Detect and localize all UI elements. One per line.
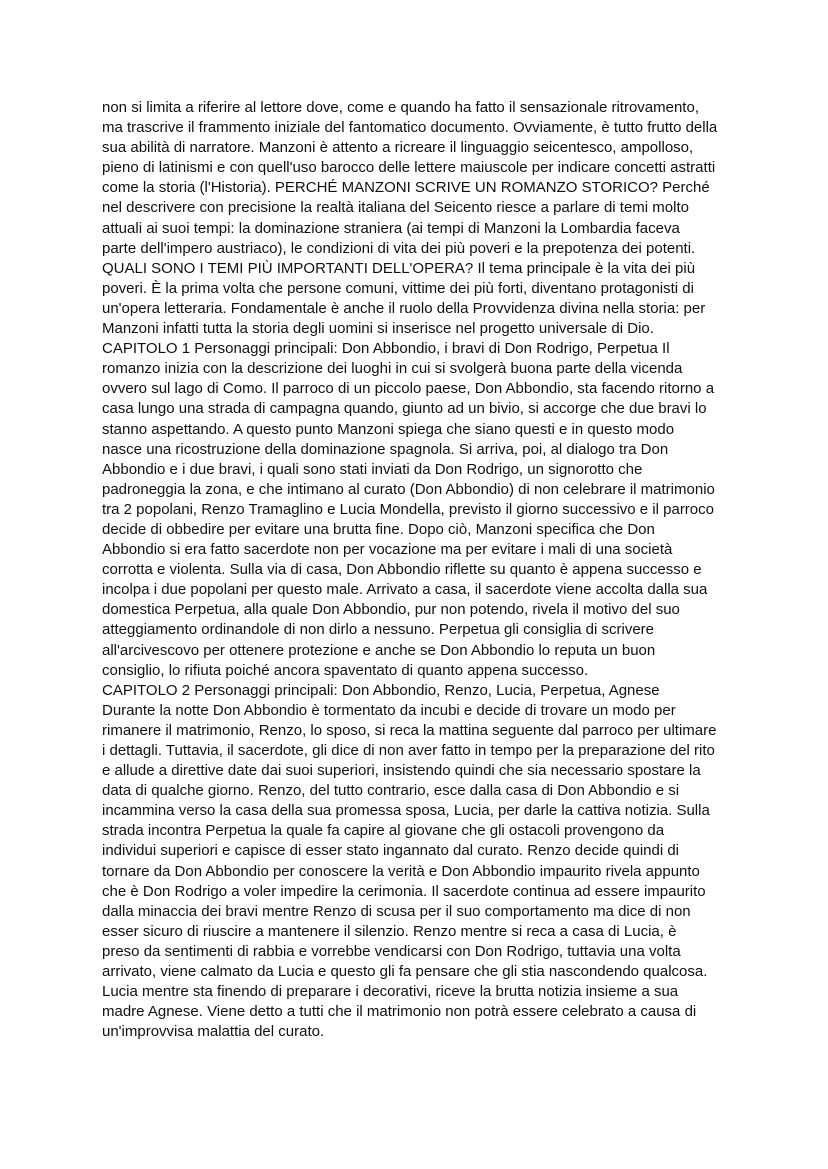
text-line: QUALI SONO I TEMI PIÙ IMPORTANTI DELL'OPERA? Il tema principale è la vita dei più [102, 259, 696, 277]
text-line: padroneggia la zona, e che intimano al curato (Don Abbondio) di non celebrare il matrimonio [102, 480, 715, 498]
text-line: non si limita a riferire al lettore dove, come e quando ha fatto il sensazionale ritrovamento, [102, 99, 699, 116]
text-line: esser sicuro di riuscire a mantenere il silenzio. Renzo mentre si reca a casa di Lucia, è [102, 922, 677, 940]
text-line: nel descrivere con precisione la realtà italiana del Seicento riesce a parlare di temi molto [102, 199, 689, 217]
text-line: CAPITOLO 1 Personaggi principali: Don Abbondio, i bravi di Don Rodrigo, Perpetua Il [102, 340, 670, 358]
text-line: arrivato, viene calmato da Lucia e questo gli fa pensare che gli stia nascondendo qualcosa. [102, 963, 708, 981]
text-line: i dettagli. Tuttavia, il sacerdote, gli dice di non aver fatto in tempo per la preparazione del rito [102, 742, 715, 759]
text-line: come la storia (l'Historia). PERCHÉ MANZONI SCRIVE UN ROMANZO STORICO? Perché [102, 179, 710, 197]
text-line: dalla minaccia dei bravi mentre Renzo di scusa per il suo comportamento ma dice di non [102, 902, 691, 920]
text-line: tra 2 popolani, Renzo Tramaglino e Lucia Mondella, previsto il giorno successivo e il parroco [102, 500, 714, 518]
text-line: attuali ai suoi tempi: la dominazione straniera (ai tempi di Manzoni la Lombardia faceva [102, 219, 680, 237]
text-line: Abbondio e i due bravi, i quali sono stati inviati da Don Rodrigo, un signorotto che [102, 460, 643, 478]
text-line: individui superiori e capisce di esser stato ingannato dal curato. Renzo decide quindi di [102, 842, 680, 860]
text-line: nasce una ricostruzione della dominazione spagnola. Si arriva, poi, al dialogo tra Don [102, 440, 669, 458]
text-line: decide di obbedire per evitare una brutta fine. Dopo ciò, Manzoni specifica che Don [102, 520, 655, 538]
text-line: e allude a direttive date dai suoi superiori, insistendo quindi che sia necessario spostare la [102, 762, 701, 780]
text-line: ma trascrive il frammento iniziale del fantomatico documento. Ovviamente, è tutto frutto della [102, 119, 718, 137]
text-line: romanzo inizia con la descrizione dei luoghi in cui si svolgerà buona parte della vicenda [102, 360, 683, 378]
text-line: Durante la notte Don Abbondio è tormentato da incubi e decide di trovare un modo per [102, 701, 676, 719]
text-line: domestica Perpetua, alla quale Don Abbondio, pur non potendo, rivela il motivo del suo [102, 601, 680, 619]
text-line: preso da sentimenti di rabbia e vorrebbe vendicarsi con Don Rodrigo, tuttavia una volta [102, 942, 681, 960]
text-line: Lucia mentre sta finendo di preparare i decorativi, riceve la brutta notizia insieme a sua [102, 983, 679, 1001]
text-line: ovvero sul lago di Como. Il parroco di un piccolo paese, Don Abbondio, sta facendo ritorno a [102, 380, 715, 398]
text-line: poveri. È la prima volta che persone comuni, vittime dei più forti, diventano protagonisti di [102, 279, 694, 297]
text-line: rimanere il matrimonio, Renzo, lo sposo, si reca la mattina seguente dal parroco per ultimare [102, 721, 717, 739]
text-line: CAPITOLO 2 Personaggi principali: Don Abbondio, Renzo, Lucia, Perpetua, Agnese [102, 681, 660, 699]
text-line: strada incontra Perpetua la quale fa capire al giovane che gli ostacoli provengono da [102, 822, 665, 840]
text-line: un'opera letteraria. Fondamentale è anche il ruolo della Provvidenza divina nella storia: per [102, 299, 706, 317]
text-line: Abbondio si era fatto sacerdote non per vocazione ma per evitare i mali di una società [102, 541, 673, 559]
text-line: tornare da Don Abbondio per conoscere la verità e Don Abbondio impaurito rivela appunto [102, 862, 700, 880]
text-line: che è Don Rodrigo a voler impedire la cerimonia. Il sacerdote continua ad essere impaurito [102, 882, 706, 900]
text-line: incammina verso la casa della sua promessa sposa, Lucia, per darle la cattiva notizia. Sulla [102, 802, 710, 820]
body-text [102, 98, 742, 1042]
text-line: pieno di latinismi e con quell'uso barocco delle lettere maiuscole per indicare concetti astratti [102, 159, 716, 177]
text-line: Manzoni infatti tutta la storia degli uomini si inserisce nel progetto universale di Dio. [102, 320, 654, 338]
text-line: consiglio, lo rifiuta poiché ancora spaventato di quanto appena successo. [102, 661, 589, 679]
text-line: corrotta e violenta. Sulla via di casa, Don Abbondio riflette su quanto è appena successo e [102, 561, 702, 579]
text-line: un'improvvisa malattia del curato. [102, 1023, 325, 1041]
text-line: casa lungo una strada di campagna quando, giunto ad un bivio, si accorge che due bravi lo [102, 400, 707, 418]
text-line: incolpa i due popolani per questo male. Arrivato a casa, il sacerdote viene accolta dalla sua [102, 581, 708, 599]
text-line: sua abilità di narratore. Manzoni è attento a ricreare il linguaggio seicentesco, ampolloso, [102, 139, 694, 157]
text-line: atteggiamento ordinandole di non dirlo a nessuno. Perpetua gli consiglia di scrivere [102, 621, 655, 639]
text-line: parte dell'impero austriaco), le condizioni di vita dei più poveri e la prepotenza dei potenti. [102, 239, 696, 257]
text-line: data di qualche giorno. Renzo, del tutto contrario, esce dalla casa di Don Abbondio e si [102, 782, 680, 800]
text-line: madre Agnese. Viene detto a tutti che il matrimonio non potrà essere celebrato a causa di [102, 1003, 697, 1021]
text-line: all'arcivescovo per ottenere protezione e anche se Don Abbondio lo reputa un buon [102, 641, 656, 659]
text-line: stanno aspettando. A questo punto Manzoni spiega che siano questi e in questo modo [102, 420, 675, 438]
